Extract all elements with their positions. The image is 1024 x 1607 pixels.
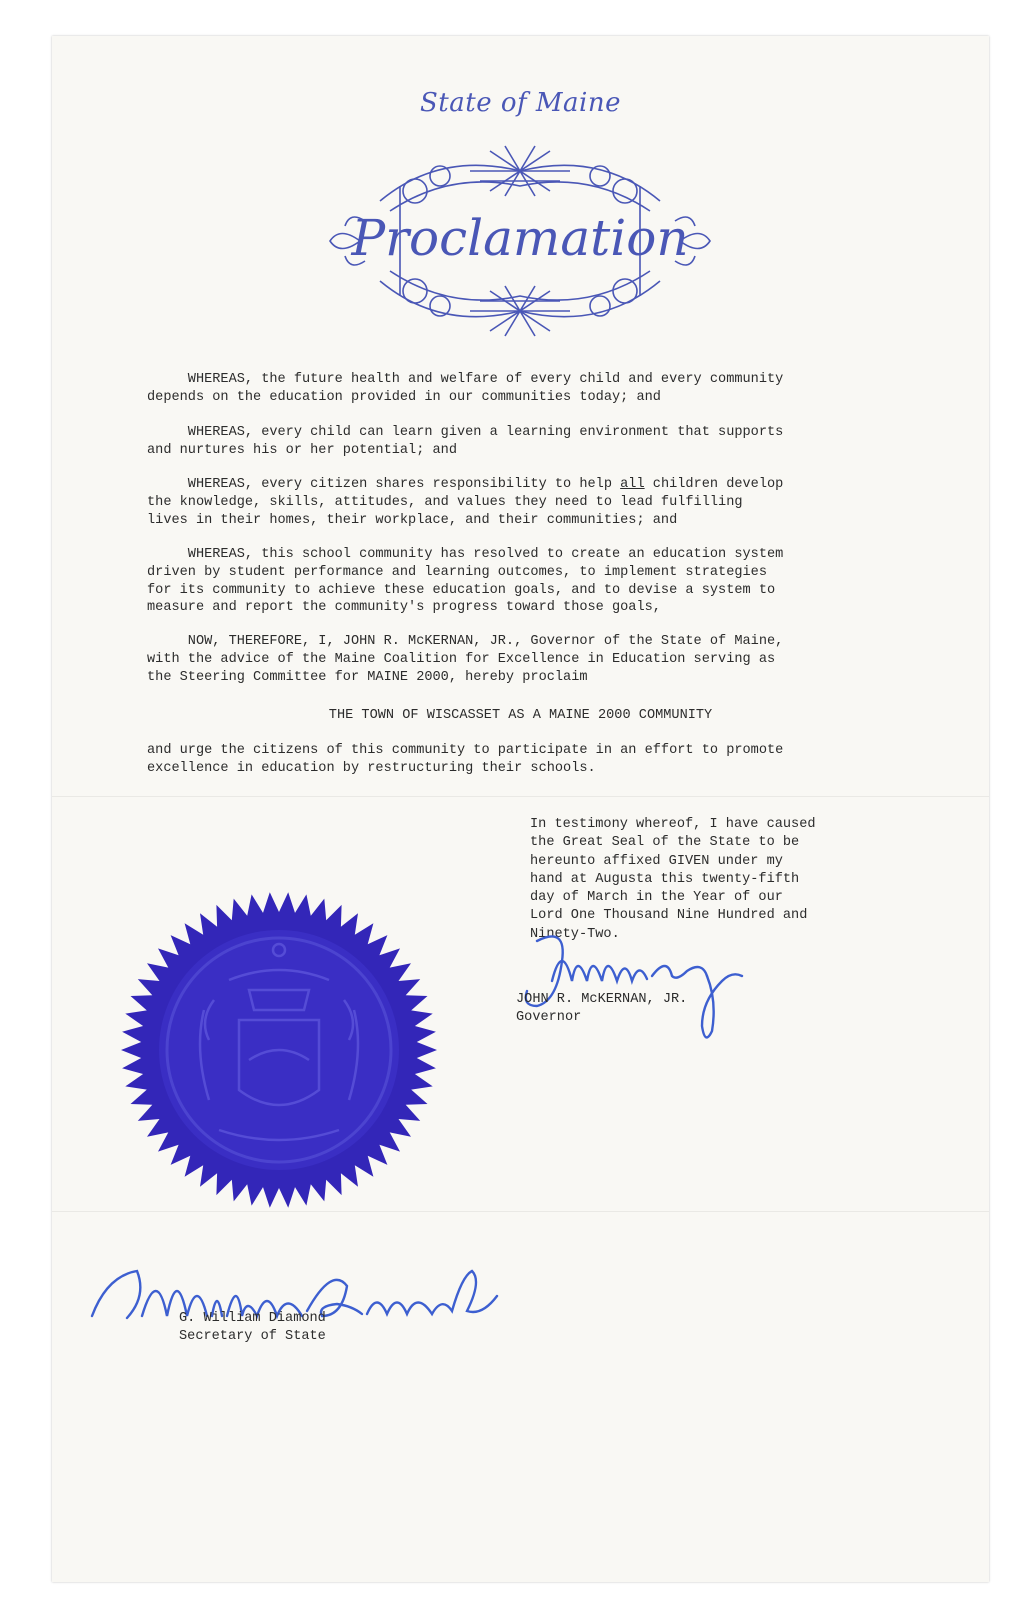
secretary-title: Secretary of State	[179, 1329, 326, 1344]
fold-line	[52, 1211, 989, 1212]
governor-title: Governor	[516, 1010, 582, 1025]
whereas-paragraph-2: WHEREAS, every child can learn given a learning environment that supports and nurtures his or her potential; and	[147, 425, 784, 458]
whereas-paragraph-1: WHEREAS, the future health and welfare of every child and every community depends on the education provided in our communities today; and	[147, 372, 784, 405]
proclamation-crest	[320, 131, 720, 351]
proclaim-line: THE TOWN OF WISCASSET AS A MAINE 2000 COMMUNITY	[328, 708, 713, 723]
fold-line	[52, 796, 989, 797]
governor-signature-icon	[507, 921, 747, 1056]
proclamation-document	[52, 36, 989, 1582]
testimony-paragraph: In testimony whereof, I have caused the Great Seal of the State to be hereunto affixed GIVEN under my hand at Augusta this twenty-fifth day of March in the Year of our Lord One Thousand Nine Hundred and Ninety-Two.	[530, 817, 816, 942]
secretary-name: G. William Diamond	[179, 1311, 326, 1326]
state-heading: State of Maine	[420, 88, 621, 118]
governor-name: JOHN R. McKERNAN, JR.	[516, 992, 688, 1007]
urge-paragraph: and urge the citizens of this community to participate in an effort to promote excellence in education by restructuring their schools.	[147, 743, 784, 776]
whereas-paragraph-4: WHEREAS, this school community has resolved to create an education system driven by student performance and learning outcomes, to implement strategies for its community to achieve these education goals, and to devise a system to measure and report the community's progress toward those goals,	[147, 547, 784, 616]
proclamation-title: Proclamation	[351, 209, 689, 267]
great-seal-emblem	[119, 890, 439, 1210]
now-therefore-paragraph: NOW, THEREFORE, I, JOHN R. McKERNAN, JR., Governor of the State of Maine, with the advice of the Maine Coalition for Excellence in Education serving as the Steering Committee for MAINE 2000, hereby proclaim	[147, 634, 784, 685]
seal-icon	[119, 890, 439, 1210]
whereas-paragraph-3: WHEREAS, every citizen shares responsibility to help all children develop the knowledge, skills, attitudes, and values they need to lead fulfilling lives in their homes, their workplace, and their communities; and	[147, 477, 784, 528]
